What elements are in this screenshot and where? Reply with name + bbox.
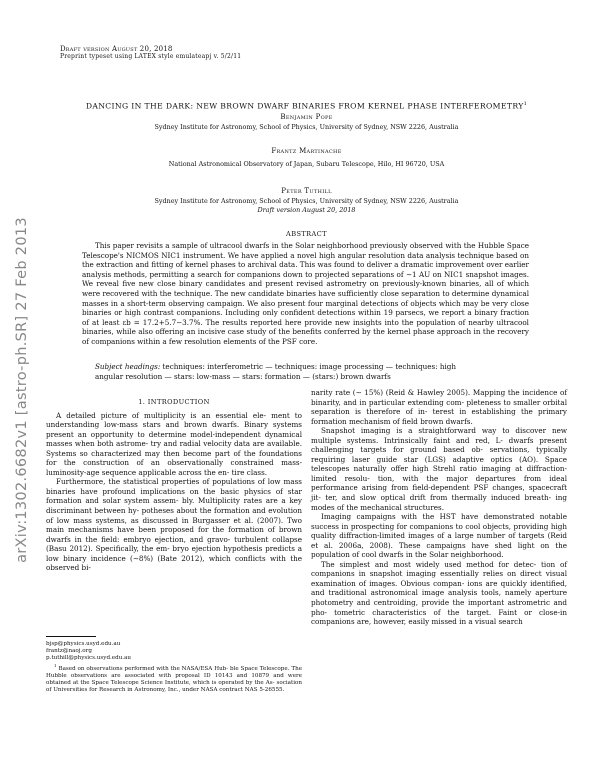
title-footnote-mark: 1 [523, 101, 528, 107]
text-line: main mechanisms have been proposed for the formation [46, 525, 268, 535]
text-line: of a large number of targets (Reid et al. 2006a, 2008). [311, 531, 567, 550]
email-1: bjsp@physics.usyd.edu.au [46, 641, 121, 647]
text-line: (∼8%) (Bate 2012), which conflicts with the observed bi- [46, 553, 302, 573]
text-line: of brown dwarfs in the field: embryo ejection, and gravo- [46, 525, 302, 544]
footnote-line: ble Space Telescope. The Hubble observations are associated [46, 666, 303, 680]
paper-title [60, 101, 553, 111]
abstract-line: five new close binary candidates and present revised astrometry on previously-known binaries, all of [122, 279, 508, 289]
text-line: potheses about the formation and evolution of low mass [46, 506, 302, 525]
abstract-line: confident detections within 19 parsecs, we report a binary fraction of at least εb = 17.2+5.7−3.7%. The [82, 308, 529, 327]
text-line: bly. Multiplicity rates are a key discriminant between hy- [46, 496, 302, 516]
text-line: model-independent dynamical masses when both astrome- [46, 429, 302, 449]
footnote-line: Based on observations performed with the NASA/ESA Hub- [58, 666, 229, 673]
text-line: bryo ejection hypothesis predicts a low binary incidence [46, 544, 302, 563]
text-line: narity rate (∼ 15%) (Reid & Hawley 2005). Mapping the [311, 388, 523, 397]
text-line: pleteness to smaller orbital separation is therefore of in- [311, 397, 568, 417]
text-line: centroiding, provide the important astrometric and pho- [311, 598, 568, 617]
abstract-line: offering an incisive case study of the benefits conferred by the kernel phase approach in the recovery [155, 327, 529, 337]
arxiv-identifier: arXiv:1302.6682v1 [astro-ph.SR] 27 Feb 2013 [14, 217, 30, 563]
paragraph [311, 426, 567, 512]
footnote-line: sociation of Universities for Research in Astronomy, Inc., under [46, 680, 303, 694]
text-line: These campaigns have shed light on the population of [311, 540, 567, 560]
text-line: The simplest and most widely used method for detec- [321, 559, 542, 569]
subject-headings [82, 362, 542, 381]
text-line: of low mass binaries have profound implications on the [46, 477, 302, 496]
text-line: cool dwarfs in the Solar neighborhood. [361, 550, 504, 560]
text-line: tion, with the major departures from ideal performance [311, 473, 567, 493]
text-line: characterized may then become part of the foundations [91, 448, 302, 458]
text-line: mass-luminosity-age sequence applicable across the en- [46, 458, 302, 477]
abstract-line: which were recovered with the technique. The new candidate binaries have sufficiently close separation [82, 279, 529, 298]
abstract-line: results reported here provide new insights into the population of nearby ultracool binaries, while also [82, 317, 529, 337]
arxiv-sidebar [9, 185, 35, 595]
text-line: for the construction of an observationally constrained [46, 458, 282, 468]
footnote-line: Space Telescope Science Institute, which is operated by the As- [89, 680, 275, 687]
text-line: Imaging campaigns with the HST have demonstrated [321, 512, 540, 522]
author-block-1 [60, 113, 553, 131]
author-block-3 [60, 187, 553, 214]
abstract-line: resolution data analysis technique based on the extraction and fitting of kernel phases to archival [82, 250, 530, 270]
footnote-rule [46, 636, 96, 637]
subject-line: techniques: interferometric — techniques: image processing — techniques: high [162, 362, 457, 371]
email-3: p.tuthill@physics.usyd.edu.au [46, 655, 132, 662]
section-heading-introduction: 1. INTRODUCTION [138, 398, 210, 406]
author-affiliation: Sydney Institute for Astronomy, School of Physics, University of Sydney, NSW 2226, Australia [154, 123, 459, 131]
abstract-line: This paper revisits a sample of ultracool dwarfs in the Solar neighborhood previously observed with [95, 241, 464, 250]
paragraph [46, 411, 302, 478]
email-2: frantz@naoj.org [46, 648, 92, 655]
text-line: Binary systems present an opportunity to determine [46, 420, 302, 439]
footnote-line: NASA contract NAS 5-26555. [198, 687, 285, 694]
text-line: ment to understanding low-mass stars and brown dwarfs. [46, 410, 302, 430]
footnotes [46, 641, 302, 695]
author-affiliation: National Astronomical Observatory of Japan, Subaru Telescope, Hilo, HI 96720, USA [168, 160, 445, 168]
abstract-line: of companions within a few resolution elements of the PSF core. [82, 336, 318, 346]
abstract-line: to determine dynamical masses in a short-term observing campaign. We also present four marginal [82, 288, 529, 308]
text-line: servations, typically requiring laser guide star (LGS) [311, 445, 567, 464]
text-line: terest in establishing the primary formation mechanism [311, 407, 567, 426]
abstract-heading: ABSTRACT [286, 230, 327, 238]
text-line: of field brown dwarfs. [392, 416, 473, 426]
text-line: arising from field-dependent PSF changes, spacecraft jit- [311, 483, 567, 503]
author-affiliation: Sydney Institute for Astronomy, School of Physics, University of Sydney, NSW 2226, Australia [154, 197, 459, 205]
paragraph [311, 560, 567, 627]
text-line: tire class. [231, 467, 268, 477]
text-line: on direct visual examination of images. Obvious compan- [311, 569, 567, 588]
text-line: high Strehl ratio imaging at diffraction-limited resolu- [311, 464, 567, 483]
author-block-2 [60, 147, 553, 168]
paragraph [311, 512, 567, 560]
left-column [46, 398, 302, 573]
author-name: Frantz Martinache [271, 147, 342, 155]
draft-version-date: Draft version August 20, 2018 [257, 206, 356, 214]
paper-title-text: DANCING IN THE DARK: NEW BROWN DWARF BINARIES FROM KERNEL PHASE INTERFEROMETRY [85, 101, 524, 111]
abstract-line: data. This was found to deliver a dramatic improvement over earlier analysis methods, permitting a [82, 260, 529, 279]
text-line: new multiple systems. Intrinsically faint and red, L- [311, 426, 567, 445]
text-line: tometric characteristics of the target. Faint or close-in [334, 607, 567, 617]
right-column-body [311, 388, 567, 627]
draft-line: Draft version August 20, 2018 [60, 45, 173, 53]
text-line: ter, and slow optical drift from thermally induced breath- [325, 493, 556, 503]
abstract-line: search for companions down to projected separations of ∼1 AU on NIC1 snapshot images. We reveal [82, 269, 529, 289]
text-line: dwarfs present challenging targets for ground based ob- [311, 435, 567, 455]
text-line: basic physics of star formation and solar system assem- [46, 486, 302, 506]
paragraph [46, 477, 302, 572]
left-column-body [46, 411, 302, 573]
draft-version-header [60, 45, 241, 61]
text-line: image analysis tools, namely aperture photometry and [311, 588, 567, 608]
text-line: ing modes of the mechanical structures. [311, 493, 567, 512]
text-line: adaptive optics (AO). Space telescopes naturally offer [311, 454, 567, 474]
footnote-line: with proposal ID 10143 and 10879 and were obtained at the [46, 673, 302, 687]
text-line: objects, providing high quality diffraction-limited images [311, 521, 567, 541]
text-line: Snapshot imaging is a straightforward way to discover [321, 426, 552, 436]
footnote-mark: 1 [54, 663, 57, 669]
right-column [311, 388, 567, 627]
author-name: Benjamin Pope [280, 113, 333, 121]
subject-line: angular resolution — stars: low-mass — stars: formation — (stars:) brown dwarfs [95, 371, 391, 381]
text-line: ions are quickly identified, and traditional astronomical [311, 578, 567, 598]
text-line: companions are, however, easily missed in a visual search [311, 617, 523, 627]
text-line: Furthermore, the statistical properties of populations [56, 477, 258, 487]
footnote-text [46, 662, 302, 694]
abstract-body [82, 241, 529, 347]
author-name: Peter Tuthill [281, 187, 332, 195]
text-line: A detailed picture of multiplicity is an essential ele- [56, 410, 272, 420]
text-line: turbulent collapse (Basu 2012). Specifically, the em- [46, 534, 302, 554]
text-line: try and radial velocity data are available. Systems so [46, 439, 302, 458]
text-line: systems, as discussed in Burgasser et al. (2007). Two [95, 515, 302, 525]
subject-headings-label: Subject headings: [95, 362, 161, 371]
text-line: tion of companions in snapshot imaging essentially relies [311, 559, 567, 579]
preprint-line: Preprint typeset using LATEX style emulateapj v. 5/2/11 [60, 53, 242, 60]
text-line: incidence of binarity, and in particular extending com- [311, 388, 567, 407]
text-line: notable success in prospecting for companions to cool [311, 512, 567, 531]
abstract-line: the Hubble Space Telescope's NICMOS NIC1 instrument. We have applied a novel high angular [82, 241, 529, 260]
paragraph [311, 388, 567, 426]
abstract-line: detections of objects which may be very close binaries or high contrast companions. Including only [82, 298, 529, 318]
